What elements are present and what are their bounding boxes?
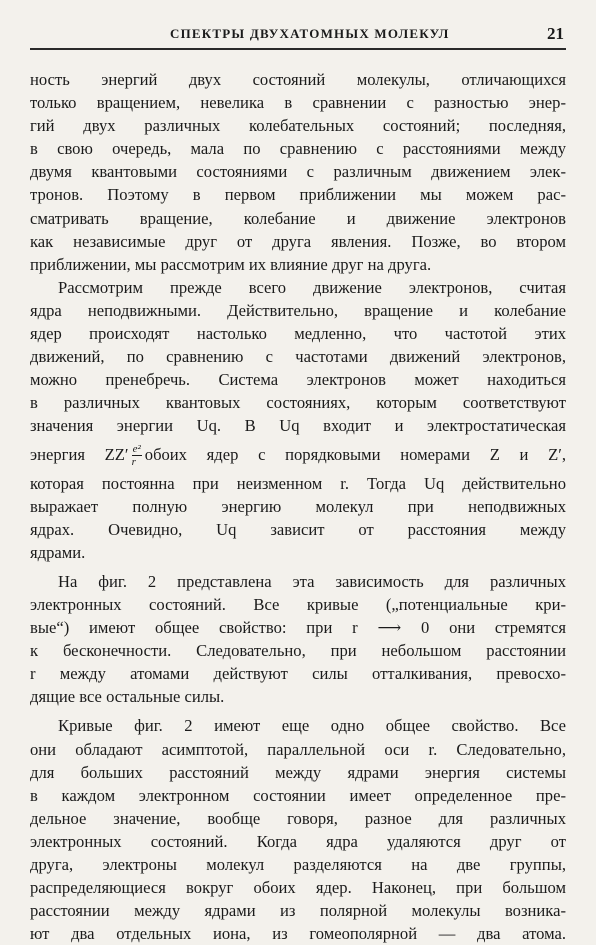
page-number: 21: [547, 24, 564, 43]
header-rule: [30, 48, 566, 50]
paragraph-3: [30, 570, 566, 709]
text-line: выражает полную энергию молекул при неподвижных: [30, 496, 566, 516]
paragraph-2: [30, 276, 566, 564]
text-line: Рассмотрим прежде всего движение электронов, считая: [58, 277, 566, 297]
text-line: Кривые фиг. 2 имеют еще одно общее свойство. Все: [58, 716, 566, 736]
text-line: которая постоянна при неизменном r. Тогда Uq действительно: [30, 473, 566, 493]
text-line: в различных квантовых состояниях, которым соответствуют: [30, 393, 566, 413]
text-line: дельное значение, вообще говоря, разное для различных: [30, 808, 566, 828]
text-line: тронов. Поэтому в первом приближении мы можем рас-: [30, 185, 566, 205]
text-line: дящие все остальные силы.: [30, 687, 225, 707]
fraction: [132, 443, 142, 468]
paragraph-4: [30, 714, 566, 945]
paragraph-1: [30, 68, 566, 276]
text-line: r между атомами действуют силы отталкивания, превосхо-: [30, 664, 566, 684]
text-line: можно пренебречь. Система электронов может находиться: [30, 370, 566, 390]
running-head: СПЕКТРЫ ДВУХАТОМНЫХ МОЛЕКУЛ: [170, 26, 450, 41]
fraction-numerator: e²: [132, 443, 141, 456]
formula-prefix: энергия ZZ′: [30, 444, 129, 464]
text-line: ядер происходят настолько медленно, что частотой этих: [30, 324, 566, 344]
text-line: сматривать вращение, колебание и движение электронов: [30, 208, 566, 228]
text-line: распределяющиеся вокруг обоих ядер. Наконец, при большом: [30, 878, 566, 898]
fraction-denominator: r: [131, 456, 136, 469]
text-line: они обладают асимптотой, параллельной оси r. Следовательно,: [30, 739, 566, 759]
text-line: вые“) имеют общее свойство: при r ⟶ 0 они стремятся: [30, 618, 566, 638]
page-header: [30, 24, 566, 52]
text-line: для больших расстояний между ядрами энергия системы: [30, 762, 566, 782]
formula-suffix: обоих ядер с порядковыми номерами Z и Z′,: [144, 444, 566, 464]
text-line: к бесконечности. Следовательно, при небольшом расстоянии: [30, 641, 566, 661]
text-line: движений, по сравнению с частотами движений электронов,: [30, 347, 566, 367]
text-line: электронных состояний. Все кривые („потенциальные кри-: [30, 594, 566, 614]
page-body: [30, 68, 566, 945]
text-line: ядра неподвижными. Действительно, вращение и колебание: [30, 300, 566, 320]
text-line: ность энергий двух состояний молекулы, отличающихся: [30, 70, 566, 89]
text-line: значения энергии Uq. В Uq входит и электростатическая: [30, 416, 566, 436]
text-line: ют два отдельных иона, из гомеополярной — два атома.: [30, 924, 566, 944]
text-line: расстоянии между ядрами из полярной молекулы возника-: [30, 901, 566, 921]
text-line: ядрах. Очевидно, Uq зависит от расстояния между: [30, 519, 566, 539]
text-line: гий двух различных колебательных состояний; последняя,: [30, 116, 566, 136]
text-line: в свою очередь, мала по сравнению с расстояниями между: [30, 139, 566, 159]
text-line: в каждом электронном состоянии имеет определенное пре-: [30, 785, 566, 805]
text-line: двумя квантовыми состояниями с различным движением элек-: [30, 162, 566, 182]
text-line: приближении, мы рассмотрим их влияние друг на друга.: [30, 254, 432, 274]
text-line: только вращением, невелика в сравнении с разностью энер-: [30, 93, 566, 113]
text-line: электронных состояний. Когда ядра удаляются друг от: [30, 831, 566, 851]
text-line: ядрами.: [30, 542, 86, 562]
text-line: На фиг. 2 представлена эта зависимость для различных: [58, 571, 566, 591]
formula-line: [30, 438, 566, 472]
text-line: как независимые друг от друга явления. Позже, во втором: [30, 231, 566, 251]
text-line: друга, электроны молекул разделяются на две группы,: [30, 855, 566, 874]
